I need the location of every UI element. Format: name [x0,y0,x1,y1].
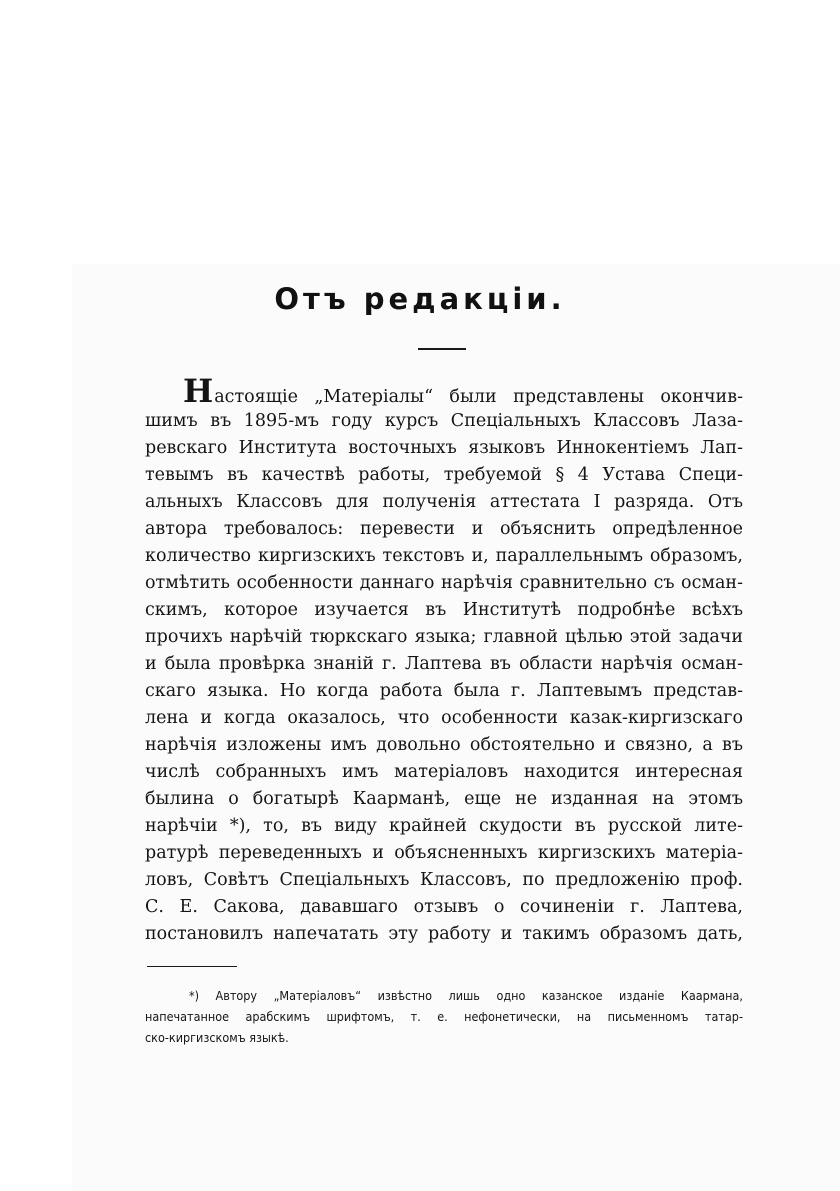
drop-cap: Н [183,372,214,410]
text-line: нарѣчія изложены имъ довольно обстоятельно и связно, а въ [145,735,743,755]
text-line: нарѣчіи *), то, въ виду крайней скудости въ русской лите- [145,816,743,836]
title-divider [418,348,466,350]
footnote-line: ско-киргизскомъ языкѣ. [145,1030,289,1045]
text-line-content: астоящіе „Матеріалы“ были представлены окончив- [214,387,743,407]
main-paragraph [145,372,743,948]
page-title: Отъ редакціи. [274,282,566,316]
text-line: ратурѣ переведенныхъ и объясненныхъ киргизскихъ матеріа- [145,843,743,863]
text-line: и была провѣрка знаній г. Лаптева въ области нарѣчія осман- [145,654,743,674]
text-line: прочихъ нарѣчій тюркскаго языка; главной цѣлью этой задачи [145,627,743,647]
footnote-line: *) Автору „Матеріаловъ“ извѣстно лишь одно казанское изданіе Каармана, [189,988,743,1003]
text-line: количество киргизскихъ текстовъ и, параллельнымъ образомъ, [145,546,743,566]
text-line: автора требовалось: перевести и объяснить опредѣленное [145,519,743,539]
footnote-line: напечатанное арабскимъ шрифтомъ, т. е. нефонетически, на письменномъ татар- [145,1009,743,1024]
text-line: отмѣтить особенности даннаго нарѣчія сравнительно съ осман- [145,573,743,593]
text-line: лена и когда оказалось, что особенности казак-киргизскаго [145,708,743,728]
text-line: числѣ собранныхъ имъ матеріаловъ находится интересная [145,762,743,782]
text-line: тевымъ въ качествѣ работы, требуемой § 4 Устава Специ- [145,465,743,485]
text-line: шимъ въ 1895-мъ году курсъ Спеціальныхъ Классовъ Лаза- [145,411,743,431]
footnote-divider [147,966,237,967]
text-line: скаго языка. Но когда работа была г. Лаптевымъ представ- [145,681,743,701]
footnote [145,985,743,1048]
text-line [145,372,743,410]
text-line: ловъ, Совѣтъ Спеціальныхъ Классовъ, по предложенію проф. [145,870,743,890]
text-line: альныхъ Классовъ для полученія аттестата I разряда. Отъ [145,492,743,512]
text-line: постановилъ напечатать эту работу и такимъ образомъ дать, [145,924,743,944]
text-line: С. Е. Сакова, дававшаго отзывъ о сочиненіи г. Лаптева, [145,897,743,917]
text-line: скимъ, которое изучается въ Институтѣ подробнѣе всѣхъ [145,600,743,620]
text-line: былина о богатырѣ Каарманѣ, еще не изданная на этомъ [145,789,743,809]
text-line: ревскаго Института восточныхъ языковъ Иннокентіемъ Лап- [145,438,743,458]
